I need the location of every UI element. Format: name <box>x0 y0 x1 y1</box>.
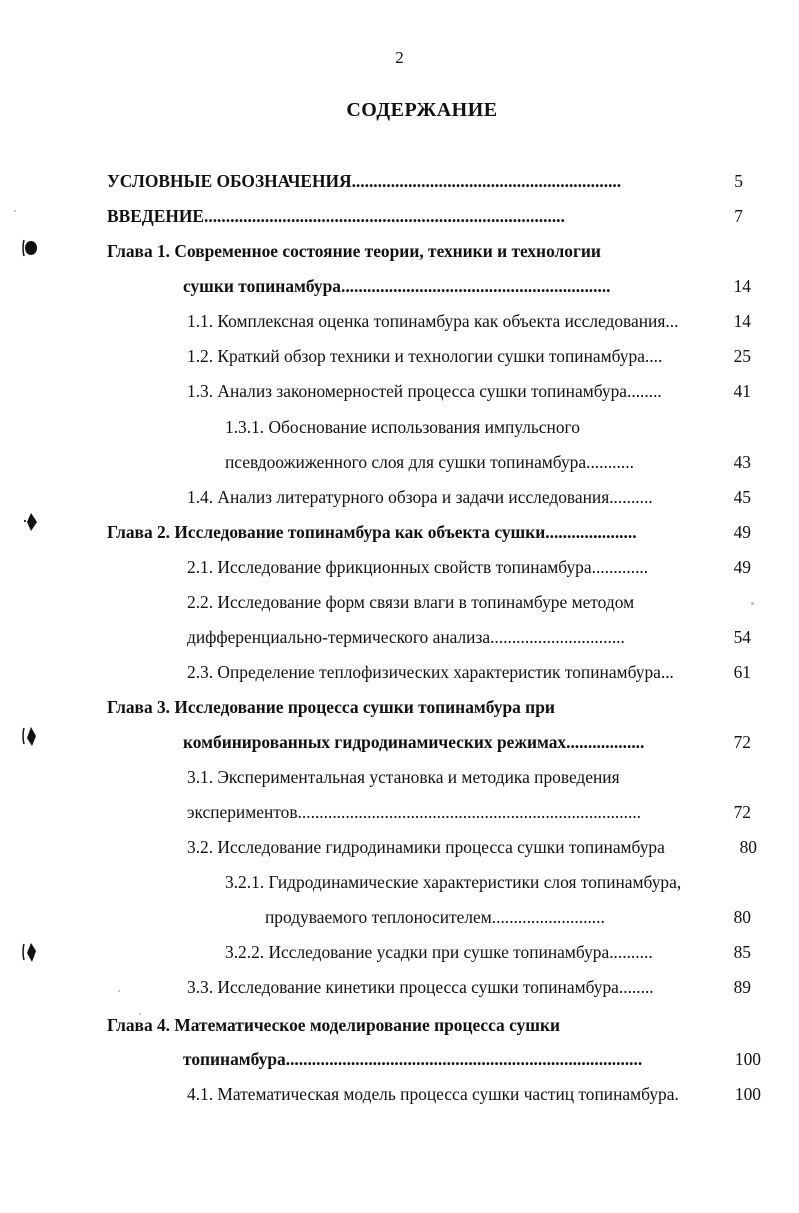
toc-leader: .................. <box>566 732 645 752</box>
binding-hole-mark <box>20 724 38 748</box>
toc-entry <box>107 520 711 544</box>
page-title: СОДЕРЖАНИЕ <box>346 99 498 121</box>
toc-page: 72 <box>733 802 751 822</box>
scan-speck <box>139 1013 141 1015</box>
toc-entry-text: УСЛОВНЫЕ ОБОЗНАЧЕНИЯ <box>107 171 352 191</box>
toc-entry-text: комбинированных гидродинамических режимах <box>183 732 567 752</box>
toc-page: 14 <box>733 311 751 331</box>
toc-entry-text: псевдоожиженного слоя для сушки топинамбура <box>225 452 587 472</box>
toc-leader: .......................... <box>491 907 605 927</box>
toc-entry <box>183 1047 711 1071</box>
toc-leader: ........ <box>618 977 654 997</box>
toc-entry <box>107 169 727 193</box>
toc-entry-text: 3.3. Исследование кинетики процесса сушки топинамбура <box>187 977 619 997</box>
toc-page: 41 <box>733 381 751 401</box>
toc-entry <box>187 800 711 824</box>
toc-page: 80 <box>733 907 751 927</box>
toc-leader: ..................... <box>545 522 637 542</box>
toc-entry-text: 2.1. Исследование фрикционных свойств топинамбура <box>187 557 592 577</box>
toc-page: 100 <box>734 1084 761 1104</box>
toc-entry-text: 1.2. Краткий обзор техники и технологии сушки топинамбура.... <box>187 346 663 366</box>
toc-page: 54 <box>733 627 751 647</box>
toc-entry-text: 1.1. Комплексная оценка топинамбура как объекта исследования... <box>187 311 679 331</box>
toc-entry <box>225 450 711 474</box>
toc-entry <box>187 485 711 509</box>
toc-leader: ............................................................................... <box>297 802 642 822</box>
toc-page: 80 <box>739 837 757 857</box>
toc-entry-text: сушки топинамбура <box>183 276 341 296</box>
toc-page: 100 <box>734 1049 761 1069</box>
binding-hole-mark <box>22 510 40 534</box>
toc-page: 85 <box>733 942 751 962</box>
toc-leader: ............. <box>591 557 649 577</box>
toc-entry-text: ВВЕДЕНИЕ <box>107 206 205 226</box>
toc-leader: .................................................................................. <box>285 1049 643 1069</box>
toc-entry-text: 1.3. Анализ закономерностей процесса сушки топинамбура........ <box>187 381 662 401</box>
toc-page: 89 <box>733 977 751 997</box>
binding-hole-mark <box>20 236 38 260</box>
toc-entry-text: дифференциально-термического анализа <box>187 627 491 647</box>
toc-entry <box>183 730 711 754</box>
toc-entry-text: 1.4. Анализ литературного обзора и задачи исследования <box>187 487 610 507</box>
toc-entry-text: 4.1. Математическая модель процесса сушки частиц топинамбура. <box>187 1084 679 1104</box>
toc-leader: ............................... <box>490 627 625 647</box>
binding-hole-mark <box>20 940 38 964</box>
toc-entry <box>107 204 704 228</box>
toc-page: 5 <box>734 171 743 191</box>
toc-entry-text: экспериментов <box>187 802 298 822</box>
toc-page: 72 <box>733 732 751 752</box>
toc-leader: .......... <box>609 942 653 962</box>
toc-page: 25 <box>733 346 751 366</box>
toc-chapter-heading: Глава 3. Исследование процесса сушки топинамбура при <box>107 697 555 717</box>
toc-page: 14 <box>733 276 751 296</box>
scan-speck <box>751 602 754 605</box>
toc-leader: ........... <box>586 452 634 472</box>
toc-page: 7 <box>734 206 743 226</box>
toc-chapter-heading: Глава 4. Математическое моделирование процесса сушки <box>107 1015 561 1035</box>
toc-entry <box>225 940 711 964</box>
toc-leader: .............................................................. <box>351 171 622 191</box>
toc-entry <box>187 625 711 649</box>
toc-page: 49 <box>733 557 751 577</box>
toc-leader: .............................................................. <box>340 276 611 296</box>
toc-entry <box>187 975 711 999</box>
toc-entry <box>183 274 711 298</box>
toc-entry <box>265 905 711 929</box>
toc-leader: .......... <box>609 487 653 507</box>
toc-entry-text: топинамбура <box>183 1049 286 1069</box>
toc-entry-text: продуваемого теплоносителем <box>265 907 492 927</box>
toc-leader: ................................................................................... <box>204 206 565 226</box>
toc-chapter-heading: Глава 1. Современное состояние теории, техники и технологии <box>107 241 601 261</box>
toc-page: 43 <box>733 452 751 472</box>
toc-page: 45 <box>733 487 751 507</box>
toc-entry-text: 3.2. Исследование гидродинамики процесса сушки топинамбура <box>187 837 665 857</box>
toc-section-heading: 3.1. Экспериментальная установка и методика проведения <box>187 767 620 787</box>
toc-entry <box>187 555 711 579</box>
toc-entry-text: 2.3. Определение теплофизических характеристик топинамбура... <box>187 662 674 682</box>
toc-subsection-heading: 1.3.1. Обоснование использования импульсного <box>225 417 580 437</box>
toc-subsection-heading: 3.2.1. Гидродинамические характеристики слоя топинамбура, <box>225 872 682 892</box>
toc-entry-text: 3.2.2. Исследование усадки при сушке топинамбура <box>225 942 610 962</box>
scan-speck <box>14 210 16 212</box>
page-number: 2 <box>395 48 404 67</box>
toc-entry-text: Глава 2. Исследование топинамбура как объекта сушки <box>107 522 546 542</box>
toc-page: 61 <box>733 662 751 682</box>
scan-speck <box>118 990 120 992</box>
toc-page: 49 <box>733 522 751 542</box>
toc-section-heading: 2.2. Исследование форм связи влаги в топинамбуре методом <box>187 592 635 612</box>
